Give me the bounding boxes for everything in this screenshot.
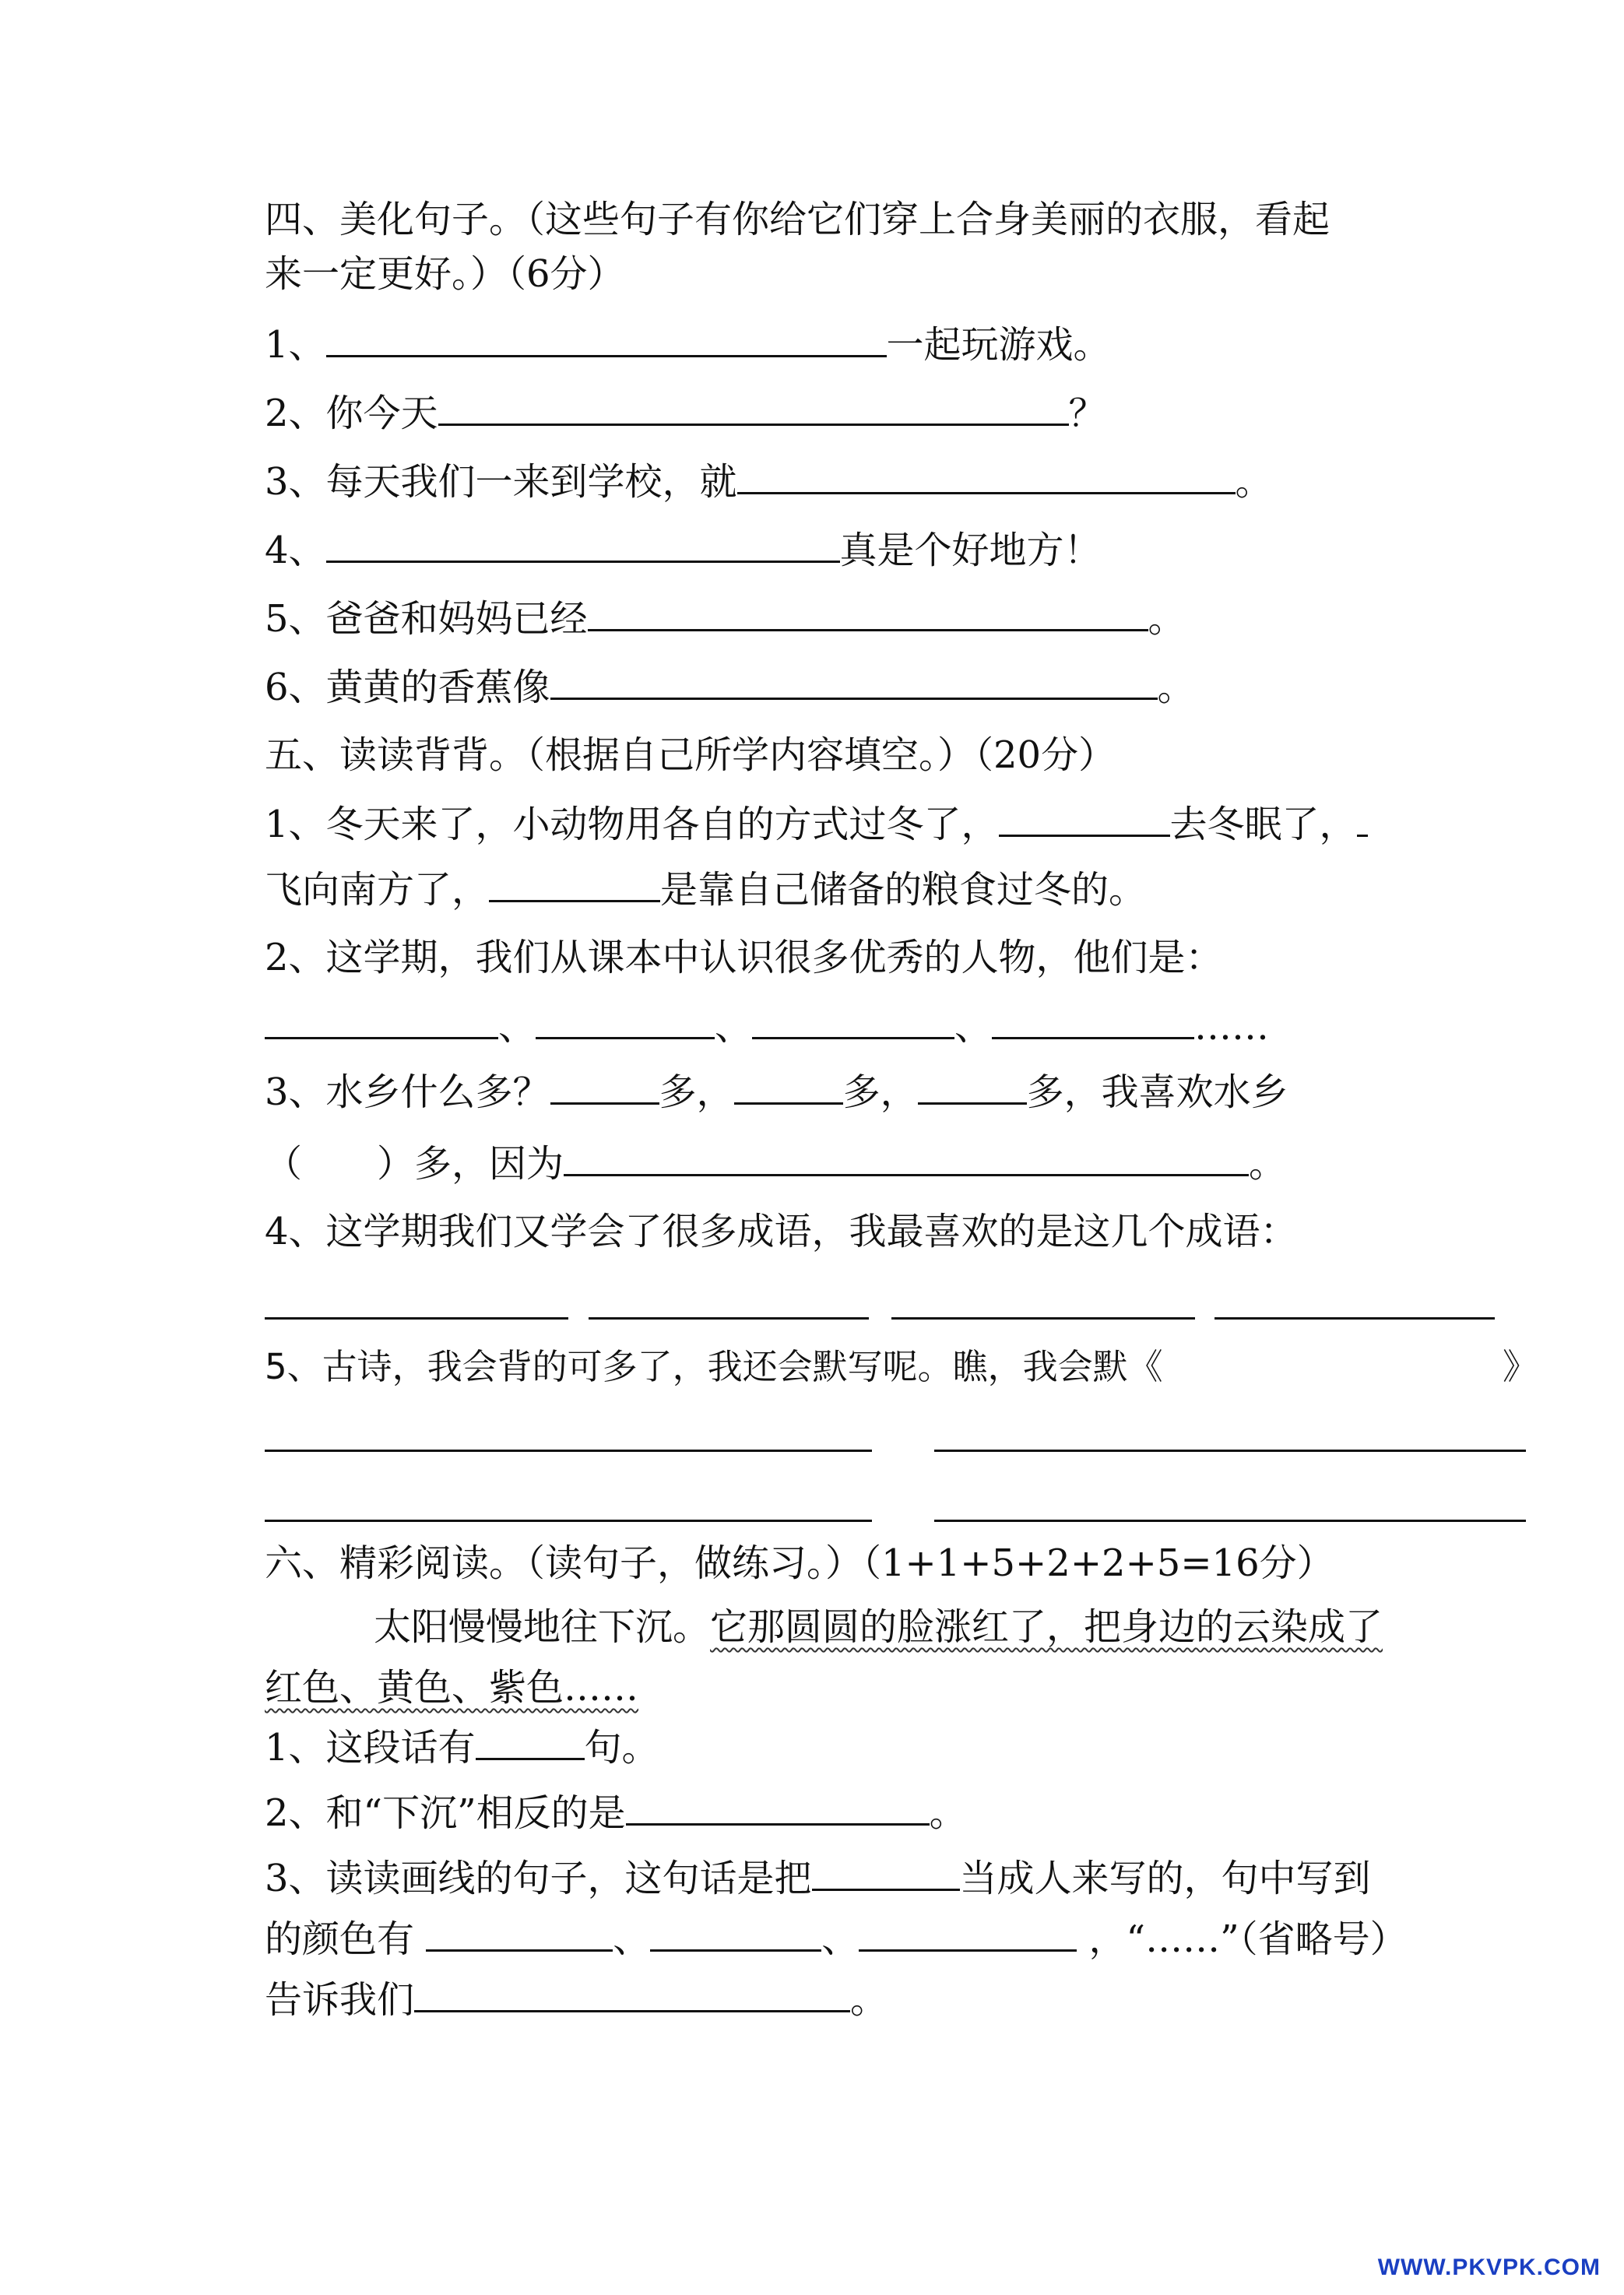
s6-question-3-line2: 的颜色有 、 、 ，“……”（省略号）	[265, 1915, 1408, 1963]
s6-q3-blank2[interactable]	[426, 1915, 613, 1952]
s6-wavy-sentence-part2: 红色、黄色、紫色……	[265, 1666, 639, 1710]
s5-q3-blank1[interactable]	[550, 1068, 659, 1105]
section6-title: 六、精彩阅读。（读句子，做练习。）（1+1+5+2+2+5=16分）	[265, 1541, 1334, 1585]
s4-question-4: 4、 真是个好地方！	[265, 526, 1102, 574]
s5-question-1-line2: 飞向南方了， 是靠自己储备的粮食过冬的。	[265, 866, 1146, 913]
s6-question-3-line1: 3、读读画线的句子，这句话是把 当成人来写的，句中写到	[265, 1854, 1371, 1902]
s5-q4-blank1[interactable]	[265, 1317, 568, 1320]
s5-question-3-line2: （ ）多，因为 。	[265, 1140, 1286, 1187]
s5-q4-blank3[interactable]	[891, 1317, 1195, 1320]
s6-passage-line2	[265, 1664, 638, 1711]
s5-q5-close-bracket: 》	[1503, 1346, 1538, 1387]
s6-q3-blank3[interactable]	[650, 1915, 821, 1952]
s5-q5-poem-line3[interactable]	[265, 1520, 872, 1522]
s5-question-3-line1: 3、水乡什么多？ 多， 多， 多，我喜欢水乡	[265, 1068, 1288, 1116]
s5-q2-blank3[interactable]	[752, 1003, 954, 1039]
s6-q2-blank[interactable]	[626, 1789, 930, 1826]
s4-question-3: 3、每天我们一来到学校，就 。	[265, 458, 1273, 505]
s6-passage-line1: 太阳慢慢地往下沉。它那圆圆的脸涨红了，把身边的云染成了	[374, 1605, 1383, 1649]
s6-question-1: 1、这段话有 句。	[265, 1724, 659, 1771]
section4-title-line2: 来一定更好。）（6分）	[265, 252, 625, 296]
s6-q1-blank[interactable]	[476, 1724, 585, 1760]
s5-q2-blank1[interactable]	[265, 1003, 498, 1039]
s4-q4-blank[interactable]	[326, 526, 840, 563]
s4-question-1: 1、 一起玩游戏。	[265, 321, 1111, 368]
s5-q3-blank3[interactable]	[918, 1068, 1027, 1105]
s5-question-2-blanks: 、 、 、 ……	[265, 1003, 1269, 1050]
s5-q4-blank2[interactable]	[589, 1317, 869, 1320]
s4-q6-blank[interactable]	[550, 663, 1158, 700]
s6-question-3-line3: 告诉我们 。	[265, 1976, 888, 2023]
s5-q5-poem-line1[interactable]	[265, 1450, 872, 1452]
s4-question-2: 2、你今天 ？	[265, 389, 1106, 437]
s5-q2-blank4[interactable]	[992, 1003, 1194, 1039]
s4-q3-blank[interactable]	[737, 458, 1236, 494]
s5-q2-blank2[interactable]	[536, 1003, 715, 1039]
s5-q5-poem-line4[interactable]	[934, 1520, 1526, 1522]
s4-question-5: 5、爸爸和妈妈已经 。	[265, 595, 1186, 642]
s6-q3-blank4[interactable]	[859, 1915, 1077, 1952]
s4-question-6: 6、黄黄的香蕉像 。	[265, 663, 1195, 711]
s5-question-4: 4、这学期我们又学会了很多成语，我最喜欢的是这几个成语：	[265, 1210, 1298, 1253]
s5-q3-blank2[interactable]	[734, 1068, 843, 1105]
s5-q1-blank0[interactable]	[1357, 800, 1368, 837]
s5-q1-blank2[interactable]	[489, 866, 660, 902]
s5-question-1-line1: 1、冬天来了，小动物用各自的方式过冬了， 去冬眠了，	[265, 800, 1368, 848]
s4-q2-blank[interactable]	[438, 389, 1069, 426]
s5-q4-blank4[interactable]	[1214, 1317, 1495, 1320]
s4-q5-blank[interactable]	[588, 595, 1148, 631]
section4-title-line1: 四、美化句子。（这些句子有你给它们穿上合身美丽的衣服，看起	[265, 198, 1330, 241]
s5-q3-blank4[interactable]	[564, 1140, 1249, 1176]
site-watermark: WWW.PKVPK.COM	[1377, 2255, 1601, 2280]
s4-q1-blank[interactable]	[326, 321, 887, 357]
section5-title: 五、读读背背。（根据自己所学内容填空。）（20分）	[265, 733, 1116, 777]
s6-q3-blank5[interactable]	[414, 1976, 850, 2012]
s5-q5-poem-line2[interactable]	[934, 1450, 1526, 1452]
s6-question-2: 2、和“下沉”相反的是 。	[265, 1789, 967, 1836]
s6-q3-blank1[interactable]	[812, 1854, 960, 1891]
s5-q1-blank1[interactable]	[999, 800, 1170, 837]
s5-question-2: 2、这学期，我们从课本中认识很多优秀的人物，他们是：	[265, 936, 1223, 979]
s5-question-5: 5、古诗，我会背的可多了，我还会默写呢。瞧，我会默《	[265, 1346, 1163, 1387]
s6-wavy-sentence-part1: 它那圆圆的脸涨红了，把身边的云染成了	[710, 1605, 1383, 1649]
